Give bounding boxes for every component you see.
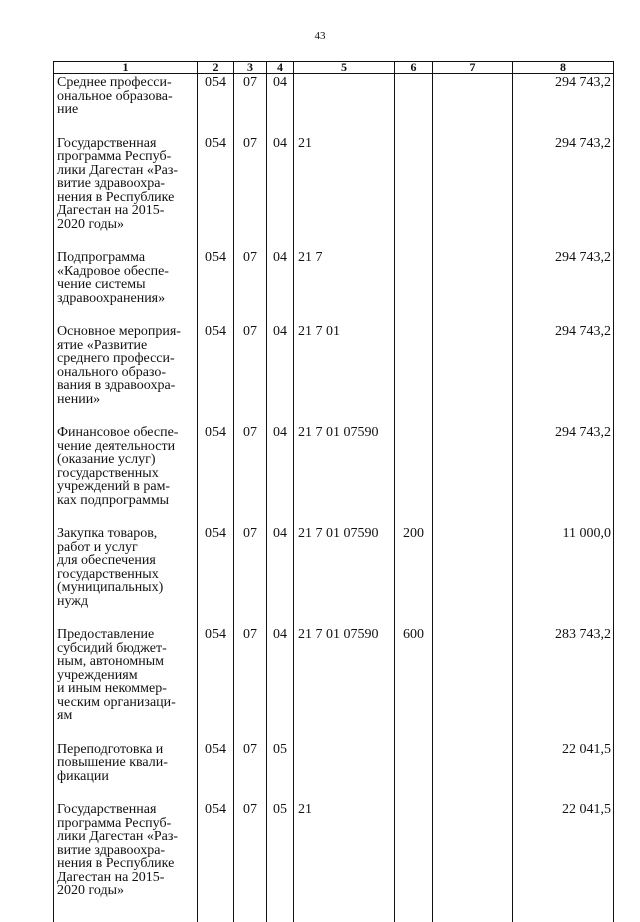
- spacer-cell: [54, 406, 198, 424]
- row-name-line: программа Респуб-: [57, 815, 172, 831]
- amount-cell: 294 743,2: [513, 135, 614, 232]
- expense-type-cell: 600: [395, 626, 433, 723]
- target-article-cell: 21 7: [294, 249, 395, 305]
- table-row: [54, 801, 614, 898]
- spacer-cell: [433, 231, 513, 249]
- spacer-cell: [234, 783, 267, 801]
- section-code-cell: 07: [234, 135, 267, 232]
- spacer-cell: [513, 723, 614, 741]
- amount-cell: 294 743,2: [513, 424, 614, 507]
- section-code-cell: 07: [234, 741, 267, 784]
- row-name-line: здравоохранения»: [57, 290, 166, 305]
- row-name-line: среднего професси-: [57, 351, 175, 366]
- row-name-line: 2020 годы»: [57, 216, 125, 231]
- spacer-cell: [267, 507, 294, 525]
- section-code-cell: 07: [234, 801, 267, 898]
- row-name-line: ям: [57, 708, 73, 723]
- subsection-code-cell: 04: [267, 424, 294, 507]
- spacer-cell: [433, 305, 513, 323]
- row-name-line: Государственная: [57, 135, 157, 151]
- row-name-line: ятие «Развитие: [57, 337, 148, 353]
- row-name-line: субсидий бюджет-: [57, 640, 167, 656]
- row-spacer: [54, 406, 614, 424]
- spacer-cell: [395, 898, 433, 922]
- target-article-cell: 21 7 01 07590: [294, 626, 395, 723]
- subsection-code-cell: 04: [267, 525, 294, 608]
- spacer-cell: [513, 507, 614, 525]
- row-name-line: Переподготовка и: [57, 741, 164, 757]
- spacer-cell: [234, 231, 267, 249]
- expense-type-cell: [395, 801, 433, 898]
- spacer-cell: [395, 608, 433, 626]
- spacer-cell: [234, 608, 267, 626]
- section-code-cell: 07: [234, 424, 267, 507]
- spacer-cell: [234, 507, 267, 525]
- row-name-line: нения в Республике: [57, 856, 175, 871]
- expense-type-cell: [395, 323, 433, 406]
- subsection-code-cell: 04: [267, 249, 294, 305]
- spacer-cell: [54, 898, 198, 922]
- row-name-line: лики Дагестан «Раз-: [57, 829, 179, 844]
- amount-cell: 283 743,2: [513, 626, 614, 723]
- spacer-cell: [513, 898, 614, 922]
- expense-type-cell: [395, 741, 433, 784]
- ministry-code-cell: 054: [198, 74, 234, 117]
- column-header: 8: [513, 62, 614, 74]
- spacer-cell: [513, 406, 614, 424]
- row-name-line: учреждений в рам-: [57, 479, 171, 494]
- row-name-line: Среднее професси-: [57, 75, 172, 90]
- expense-type-cell: [395, 424, 433, 507]
- spacer-cell: [267, 783, 294, 801]
- spacer-cell: [294, 723, 395, 741]
- row-name-cell: [54, 424, 198, 507]
- table-row: [54, 525, 614, 608]
- budget-table: [53, 61, 614, 922]
- row-spacer: [54, 117, 614, 135]
- amount-cell: 22 041,5: [513, 801, 614, 898]
- row-name-line: программа Респуб-: [57, 149, 172, 164]
- section-code-cell: 07: [234, 525, 267, 608]
- spacer-cell: [198, 608, 234, 626]
- spacer-cell: [433, 783, 513, 801]
- subsection-code-cell: 05: [267, 801, 294, 898]
- spacer-cell: [54, 231, 198, 249]
- spacer-cell: [395, 723, 433, 741]
- table-row: [54, 135, 614, 232]
- spacer-cell: [198, 783, 234, 801]
- target-article-cell: [294, 741, 395, 784]
- table-bottom-filler: [54, 898, 614, 922]
- spacer-cell: [433, 507, 513, 525]
- row-name-line: повышение квали-: [57, 755, 168, 770]
- spacer-cell: [267, 723, 294, 741]
- row-name-cell: [54, 249, 198, 305]
- row-name-line: и иным некоммер-: [57, 681, 167, 696]
- row-name-line: нужд: [57, 593, 89, 608]
- spacer-cell: [513, 608, 614, 626]
- table-row: [54, 323, 614, 406]
- ministry-code-cell: 054: [198, 741, 234, 784]
- spacer-cell: [54, 117, 198, 135]
- row-name-cell: [54, 74, 198, 117]
- row-name-line: работ и услуг: [57, 539, 138, 555]
- section-code-cell: 07: [234, 323, 267, 406]
- spacer-cell: [513, 783, 614, 801]
- subsection-code-cell: 04: [267, 135, 294, 232]
- spacer-cell: [294, 406, 395, 424]
- amount-cell: 294 743,2: [513, 323, 614, 406]
- row-name-line: Дагестан на 2015-: [57, 869, 165, 885]
- row-name-line: витие здравоохра-: [57, 176, 166, 191]
- row-name-line: Финансовое обеспе-: [57, 425, 179, 440]
- row-name-line: Закупка товаров,: [57, 526, 158, 541]
- column-header: 3: [234, 62, 267, 74]
- column-header: 2: [198, 62, 234, 74]
- row-name-line: ние: [57, 102, 79, 117]
- spacer-cell: [395, 117, 433, 135]
- spacer-cell: [267, 231, 294, 249]
- expense-type-cell: [395, 74, 433, 117]
- column-7-cell: [433, 741, 513, 784]
- column-header: 7: [433, 62, 513, 74]
- ministry-code-cell: 054: [198, 135, 234, 232]
- spacer-cell: [198, 723, 234, 741]
- row-name-line: Дагестан на 2015-: [57, 203, 165, 218]
- row-name-cell: [54, 801, 198, 898]
- subsection-code-cell: 05: [267, 741, 294, 784]
- row-name-cell: [54, 626, 198, 723]
- spacer-cell: [198, 507, 234, 525]
- column-7-cell: [433, 323, 513, 406]
- spacer-cell: [54, 723, 198, 741]
- page-number: 43: [314, 30, 326, 42]
- column-7-cell: [433, 249, 513, 305]
- row-spacer: [54, 608, 614, 626]
- row-name-line: учреждениям: [57, 667, 138, 683]
- row-name-cell: [54, 323, 198, 406]
- target-article-cell: 21 7 01 07590: [294, 424, 395, 507]
- row-name-cell: [54, 741, 198, 784]
- spacer-cell: [234, 117, 267, 135]
- section-code-cell: 07: [234, 74, 267, 117]
- subsection-code-cell: 04: [267, 626, 294, 723]
- spacer-cell: [54, 783, 198, 801]
- spacer-cell: [234, 898, 267, 922]
- row-name-line: Основное мероприя-: [57, 324, 181, 339]
- amount-cell: 294 743,2: [513, 249, 614, 305]
- spacer-cell: [395, 783, 433, 801]
- spacer-cell: [294, 783, 395, 801]
- expense-type-cell: 200: [395, 525, 433, 608]
- spacer-cell: [294, 507, 395, 525]
- spacer-cell: [294, 117, 395, 135]
- column-header: 5: [294, 62, 395, 74]
- column-7-cell: [433, 135, 513, 232]
- spacer-cell: [198, 117, 234, 135]
- column-7-cell: [433, 74, 513, 117]
- row-name-line: нения в Республике: [57, 189, 175, 205]
- column-7-cell: [433, 626, 513, 723]
- spacer-cell: [267, 898, 294, 922]
- row-name-line: вания в здравоохра-: [57, 378, 176, 393]
- subsection-code-cell: 04: [267, 323, 294, 406]
- row-name-line: государственных: [57, 465, 159, 481]
- row-name-line: 2020 годы»: [57, 883, 125, 898]
- ministry-code-cell: 054: [198, 525, 234, 608]
- ministry-code-cell: 054: [198, 323, 234, 406]
- spacer-cell: [198, 898, 234, 922]
- spacer-cell: [234, 406, 267, 424]
- column-7-cell: [433, 801, 513, 898]
- table-header-row: [54, 62, 614, 74]
- spacer-cell: [54, 507, 198, 525]
- expense-type-cell: [395, 135, 433, 232]
- spacer-cell: [234, 723, 267, 741]
- spacer-cell: [513, 231, 614, 249]
- row-name-cell: [54, 135, 198, 232]
- spacer-cell: [395, 305, 433, 323]
- ministry-code-cell: 054: [198, 626, 234, 723]
- row-name-line: витие здравоохра-: [57, 842, 166, 858]
- amount-cell: 11 000,0: [513, 525, 614, 608]
- row-name-line: онального образо-: [57, 364, 167, 380]
- target-article-cell: [294, 74, 395, 117]
- spacer-cell: [433, 117, 513, 135]
- table-row: [54, 741, 614, 784]
- subsection-code-cell: 04: [267, 74, 294, 117]
- column-7-cell: [433, 424, 513, 507]
- row-name-line: Государственная: [57, 802, 157, 817]
- column-header: 1: [54, 62, 198, 74]
- spacer-cell: [267, 406, 294, 424]
- row-name-line: (муниципальных): [57, 580, 164, 595]
- spacer-cell: [513, 117, 614, 135]
- table-row: [54, 424, 614, 507]
- spacer-cell: [433, 898, 513, 922]
- spacer-cell: [54, 305, 198, 323]
- target-article-cell: 21 7 01: [294, 323, 395, 406]
- ministry-code-cell: 054: [198, 424, 234, 507]
- target-article-cell: 21: [294, 801, 395, 898]
- row-spacer: [54, 305, 614, 323]
- column-header: 4: [267, 62, 294, 74]
- table-row: [54, 74, 614, 117]
- spacer-cell: [433, 406, 513, 424]
- row-name-line: государственных: [57, 566, 159, 582]
- spacer-cell: [395, 231, 433, 249]
- spacer-cell: [234, 305, 267, 323]
- row-name-line: для обеспечения: [57, 553, 156, 568]
- row-name-line: нении»: [57, 391, 101, 406]
- spacer-cell: [198, 305, 234, 323]
- spacer-cell: [267, 117, 294, 135]
- column-header: 6: [395, 62, 433, 74]
- section-code-cell: 07: [234, 626, 267, 723]
- section-code-cell: 07: [234, 249, 267, 305]
- row-name-line: лики Дагестан «Раз-: [57, 162, 179, 178]
- row-name-line: (оказание услуг): [57, 452, 156, 467]
- spacer-cell: [294, 231, 395, 249]
- target-article-cell: 21 7 01 07590: [294, 525, 395, 608]
- spacer-cell: [294, 898, 395, 922]
- expense-type-cell: [395, 249, 433, 305]
- spacer-cell: [395, 507, 433, 525]
- table-row: [54, 626, 614, 723]
- row-name-line: Предоставление: [57, 627, 155, 642]
- table-row: [54, 249, 614, 305]
- amount-cell: 22 041,5: [513, 741, 614, 784]
- row-name-line: ным, автономным: [57, 654, 165, 669]
- spacer-cell: [198, 406, 234, 424]
- target-article-cell: 21: [294, 135, 395, 232]
- row-name-line: чение системы: [57, 277, 146, 292]
- spacer-cell: [294, 305, 395, 323]
- spacer-cell: [267, 305, 294, 323]
- spacer-cell: [513, 305, 614, 323]
- row-name-line: чение деятельности: [57, 438, 176, 454]
- row-name-line: ках подпрограммы: [57, 492, 170, 507]
- row-name-cell: [54, 525, 198, 608]
- row-spacer: [54, 231, 614, 249]
- row-name-line: фикации: [57, 768, 109, 783]
- row-spacer: [54, 507, 614, 525]
- spacer-cell: [433, 608, 513, 626]
- ministry-code-cell: 054: [198, 801, 234, 898]
- spacer-cell: [198, 231, 234, 249]
- amount-cell: 294 743,2: [513, 74, 614, 117]
- row-name-line: Подпрограмма: [57, 250, 146, 265]
- row-name-line: ческим организаци-: [57, 694, 176, 710]
- row-name-line: «Кадровое обеспе-: [57, 263, 169, 279]
- row-spacer: [54, 723, 614, 741]
- ministry-code-cell: 054: [198, 249, 234, 305]
- spacer-cell: [294, 608, 395, 626]
- spacer-cell: [54, 608, 198, 626]
- spacer-cell: [267, 608, 294, 626]
- row-name-line: ональное образова-: [57, 88, 173, 104]
- row-spacer: [54, 783, 614, 801]
- spacer-cell: [433, 723, 513, 741]
- column-7-cell: [433, 525, 513, 608]
- spacer-cell: [395, 406, 433, 424]
